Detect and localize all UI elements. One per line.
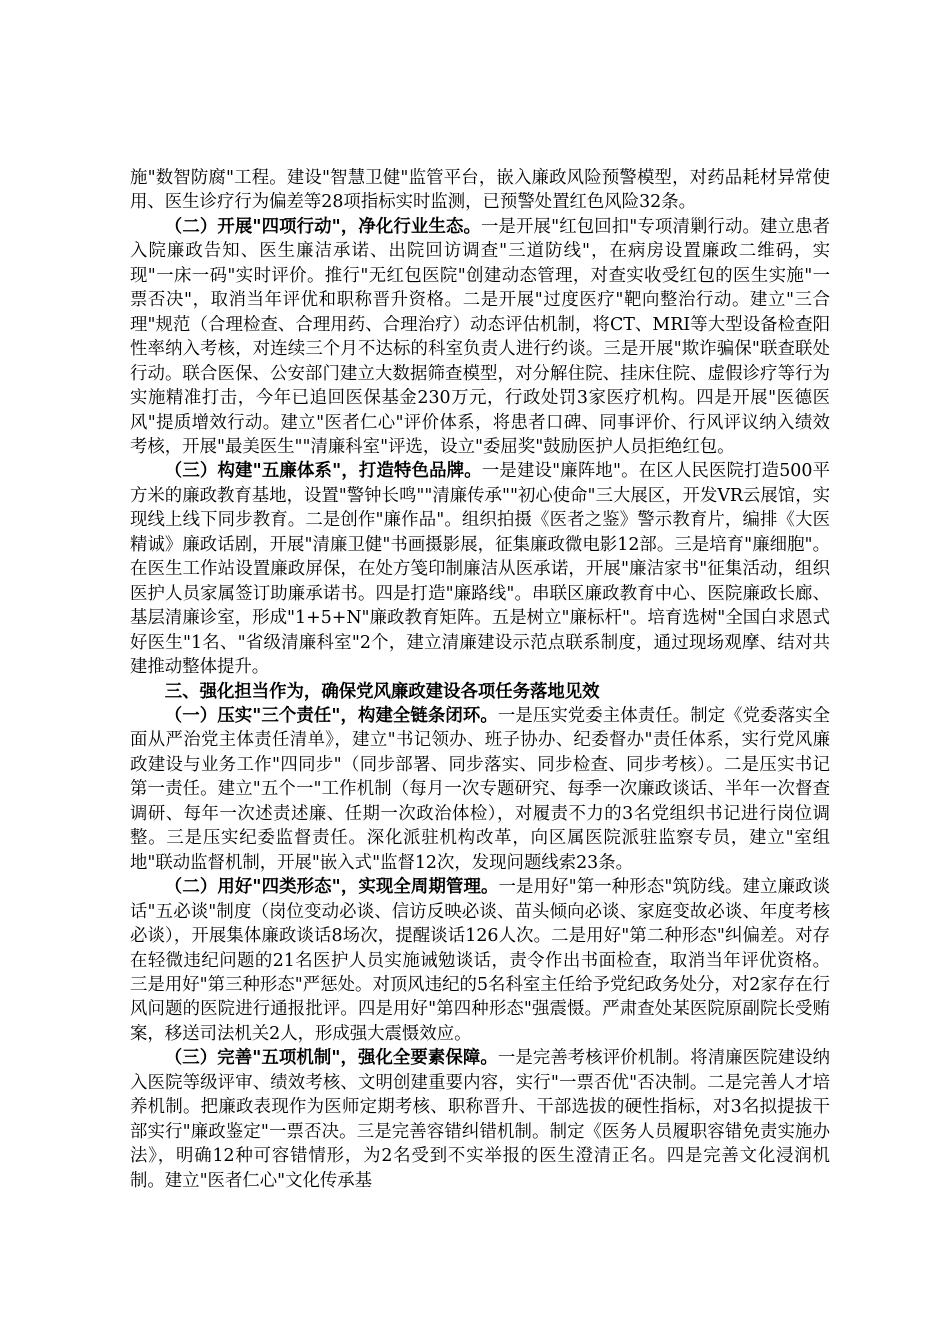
document-page (130, 166, 830, 1193)
paragraph-lead: （二）开展"四项行动"，净化行业生态。 (164, 216, 481, 237)
paragraph-text: 一是建设"廉阵地"。在区人民医院打造500平方米的廉政教育基地，设置"警钟长鸣""清廉传承""初心使命"三大展区，开发VR云展馆，实现线上线下同步教育。二是创作"廉作品"。组织拍摄《医者之鉴》警示教育片，编排《大医精诚》廉政话剧，开展"清廉卫健"书画摄影展，征集廉政微电影12部。三是培育"廉细胞"。在医生工作站设置廉政屏保，在处方笺印制廉洁从医承诺，开展"廉洁家书"征集活动，组织医护人员家属签订助廉承诺书。四是打造"廉路线"。串联区廉政教育中心、医院廉政长廊、基层清廉诊室，形成"1+5+N"廉政教育矩阵。五是树立"廉标杆"。培育选树"全国白求恩式好医生"1名、"省级清廉科室"2个，建立清廉建设示范点联系制度，通过现场观摩、结对共建推动整体提升。 (130, 461, 830, 678)
paragraph-text: 一是完善考核评价机制。将清廉医院建设纳入医院等级评审、绩效考核、文明创建重要内容，实行"一票否优"否决制。二是完善人才培养机制。把廉政表现作为医师定期考核、职称晋升、干部选拔的硬性指标，对3名拟提拔干部实行"廉政鉴定"一票否决。三是完善容错纠错机制。制定《医务人员履职容错免责实施办法》，明确12种可容错情形，为2名受到不实举报的医生澄清正名。四是完善文化浸润机制。建立"医者仁心"文化传承基 (130, 1048, 830, 1191)
paragraph-five-mechanisms (130, 1046, 830, 1193)
paragraph-lead: （三）构建"五廉体系"，打造特色品牌。 (164, 461, 482, 482)
paragraph-lead: （一）压实"三个责任"，构建全链条闭环。 (164, 705, 498, 726)
paragraph-text: 一是压实党委主体责任。制定《党委落实全面从严治党主体责任清单》，建立"书记领办、班子协办、纪委督办"责任体系，实行党风廉政建设与业务工作"四同步"（同步部署、同步落实、同步检查、同步考核）。二是压实书记第一责任。建立"五个一"工作机制（每月一次专题研究、每季一次廉政谈话、半年一次督查调研、每年一次述责述廉、任期一次政治体检），对履责不力的3名党组织书记进行岗位调整。三是压实纪委监督责任。深化派驻机构改革，向区属医院派驻监察专员，建立"室组地"联动监督机制，开展"嵌入式"监督12次，发现问题线索23条。 (130, 705, 830, 873)
paragraph-lead: （三）完善"五项机制"，强化全要素保障。 (164, 1048, 498, 1069)
paragraph-four-actions (130, 215, 830, 460)
paragraph-text: 一是开展"红包回扣"专项清剿行动。建立患者入院廉政告知、医生廉洁承诺、出院回访调查"三道防线"，在病房设置廉政二维码，实现"一床一码"实时评价。推行"无红包医院"创建动态管理，对查实收受红包的医生实施"一票否决"，取消当年评优和职称晋升资格。二是开展"过度医疗"靶向整治行动。建立"三合理"规范（合理检查、合理用药、合理治疗）动态评估机制，将CT、MRI等大型设备检查阳性率纳入考核，对连续三个月不达标的科室负责人进行约谈。三是开展"欺诈骗保"联查联处行动。联合医保、公安部门建立大数据筛查模型，对分解住院、挂床住院、虚假诊疗等行为实施精准打击，今年已追回医保基金230万元，行政处罚3家医疗机构。四是开展"医德医风"提质增效行动。建立"医者仁心"评价体系，将患者口碑、同事评价、行风评议纳入绩效考核，开展"最美医生""清廉科室"评选，设立"委屈奖"鼓励医护人员拒绝红包。 (130, 216, 830, 457)
paragraph-four-forms (130, 875, 830, 1046)
section-heading-text: 三、强化担当作为，确保党风廉政建设各项任务落地见效 (164, 681, 600, 702)
paragraph-continuation (130, 166, 830, 215)
paragraph-text: 施"数智防腐"工程。建设"智慧卫健"监管平台，嵌入廉政风险预警模型，对药品耗材异常使用、医生诊疗行为偏差等28项指标实时监测，已预警处置红色风险32条。 (130, 168, 830, 213)
paragraph-three-responsibilities (130, 704, 830, 875)
paragraph-lead: （二）用好"四类形态"，实现全周期管理。 (164, 877, 499, 898)
paragraph-text: 一是用好"第一种形态"筑防线。建立廉政谈话"五必谈"制度（岗位变动必谈、信访反映必谈、苗头倾向必谈、家庭变故必谈、年度考核必谈），开展集体廉政谈话8场次，提醒谈话126人次。二是用好"第二种形态"纠偏差。对存在轻微违纪问题的21名医护人员实施诫勉谈话，责令作出书面检查，取消当年评优资格。三是用好"第三种形态"严惩处。对顶风违纪的5名科室主任给予党纪政务处分，对2家存在行风问题的医院进行通报批评。四是用好"第四种形态"强震慑。严肃查处某医院原副院长受贿案，移送司法机关2人，形成强大震慑效应。 (130, 877, 831, 1044)
paragraph-five-integrity-system (130, 459, 830, 679)
section-heading (130, 680, 830, 704)
